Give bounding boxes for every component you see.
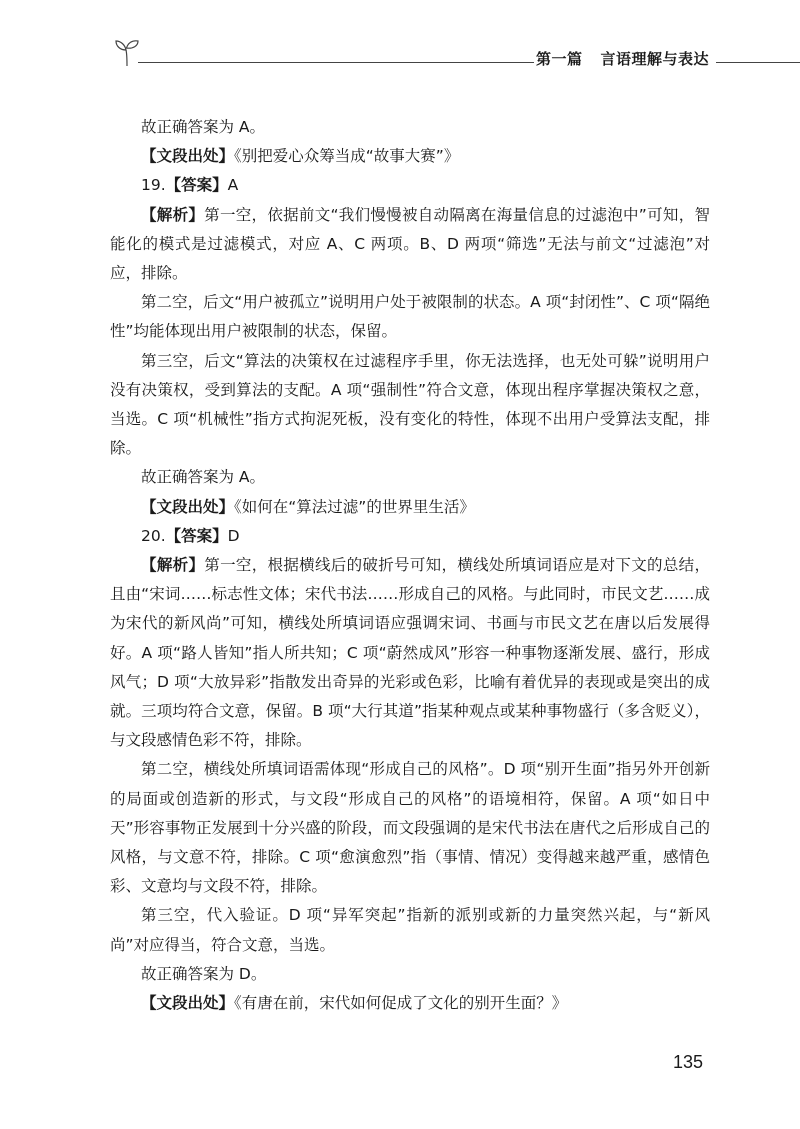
source-tag: 【文段出处】: [141, 147, 235, 166]
question-number: 20.: [141, 526, 166, 545]
paragraph-source: 【文段出处】《有唐在前，宋代如何促成了文化的别开生面？》: [141, 994, 568, 1013]
running-header: [110, 36, 710, 76]
paragraph-analysis: 【解析】第一空，依据前文“我们慢慢被自动隔离在海量信息的过滤泡中”可知，智能化的模式是过滤模式，对应 A、C 两项。B、D 两项“筛选”无法与前文“过滤泡”对应，排除。: [110, 205, 710, 283]
paragraph-conclusion: 故正确答案为 D。: [141, 964, 267, 983]
page-number: 135: [673, 1052, 704, 1072]
header-rule-left: [138, 62, 534, 63]
header-rule-right: [716, 62, 800, 63]
analysis-tag: 【解析】: [141, 556, 205, 575]
answer-tag: 【答案】: [165, 176, 228, 195]
source-tag: 【文段出处】: [141, 497, 235, 516]
paragraph-answer: [110, 522, 710, 551]
paragraph-conclusion: 故正确答案为 A。: [141, 468, 266, 487]
paragraph-answer: [110, 171, 710, 200]
answer-explanation-body: [110, 113, 710, 1018]
answer-value: A: [227, 176, 239, 195]
analysis-tag: 【解析】: [141, 205, 205, 224]
source-tag: 【文段出处】: [141, 994, 235, 1013]
sprout-icon: [110, 36, 144, 70]
paragraph-analysis: 第二空，横线处所填词语需体现“形成自己的风格”。D 项“别开生面”指另外开创新的局面或创造新的形式，与文段“形成自己的风格”的语境相符，保留。A 项“如日中天”形容事物正发展到十分兴盛的阶段，而文段强调的是宋代书法在唐代之后形成自己的风格，与文意不符，排除。C 项“愈演愈烈”指（事情、情况）变得越来越严重，感情色彩、文意均与文段不符，排除。: [110, 760, 710, 896]
paragraph-analysis: 第三空，代入验证。D 项“异军突起”指新的派别或新的力量突然兴起，与“新风尚”对应得当，符合文意，当选。: [110, 906, 710, 954]
part-label: 第一篇: [536, 50, 583, 68]
paragraph-conclusion: 故正确答案为 A。: [141, 118, 266, 136]
paragraph-source: 【文段出处】《如何在“算法过滤”的世界里生活》: [141, 497, 475, 516]
paragraph-source: 【文段出处】《别把爱心众筹当成“故事大赛”》: [141, 147, 460, 166]
paragraph-analysis: 【解析】第一空，根据横线后的破折号可知，横线处所填词语应是对下文的总结，且由“宋词……标志性文体；宋代书法……形成自己的风格。与此同时，市民文艺……成为宋代的新风尚”可知，横线处所填词语应强调宋词、书画与市民文艺在唐以后发展得好。A 项“路人皆知”指人所共知；C 项“蔚然成风”形容一种事物逐渐发展、盛行，形成风气；D 项“大放异彩”指散发出奇异的光彩或色彩，比喻有着优异的表现或是突出的成就。三项均符合文意，保留。B 项“大行其道”指某种观点或某种事物盛行（多含贬义），与文段感情色彩不符，排除。: [110, 556, 710, 750]
answer-value: D: [227, 526, 240, 545]
answer-tag: 【答案】: [165, 526, 228, 545]
question-number: 19.: [141, 176, 166, 195]
paragraph-analysis: 第三空，后文“算法的决策权在过滤程序手里，你无法选择，也无处可躲”说明用户没有决策权，受到算法的支配。A 项“强制性”符合文意，体现出程序掌握决策权之意，当选。C 项“机械性”指方式拘泥死板，没有变化的特性，体现不出用户受算法支配，排除。: [110, 351, 710, 458]
chapter-title: 言语理解与表达: [600, 50, 710, 68]
paragraph-analysis: 第二空，后文“用户被孤立”说明用户处于被限制的状态。A 项“封闭性”、C 项“隔绝性”均能体现出用户被限制的状态，保留。: [110, 293, 710, 341]
section-title: [536, 48, 709, 69]
